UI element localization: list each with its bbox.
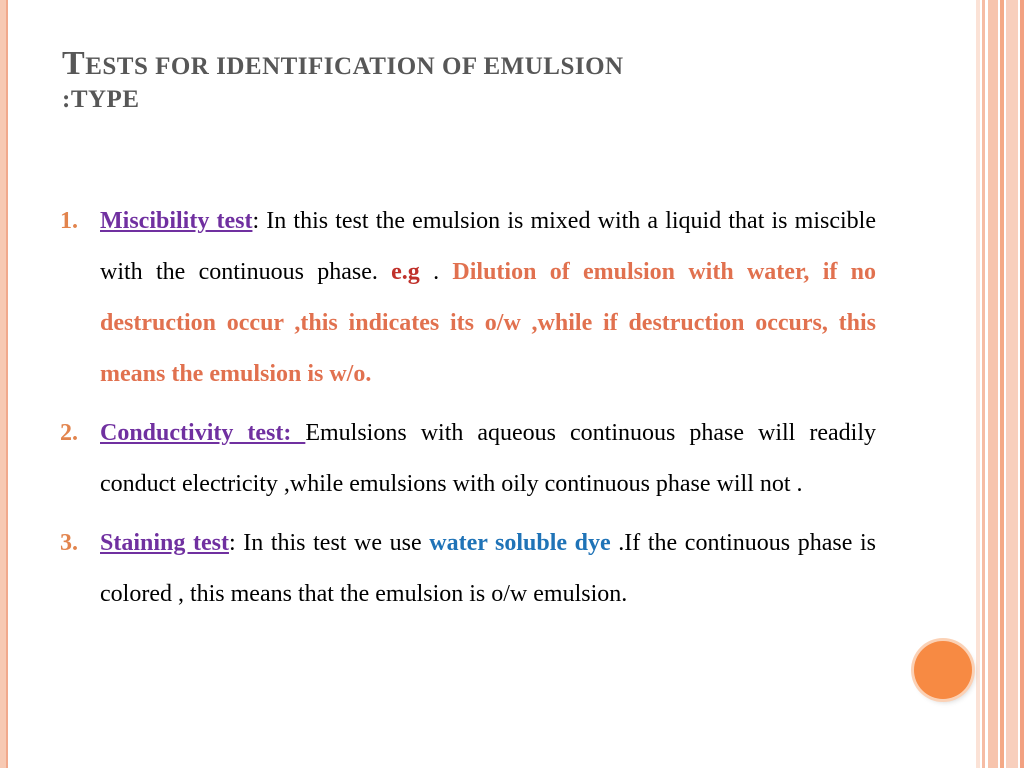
highlight-dilution: Dilution of emulsion with water, if no destruction occur ,this indicates its o/w ,while if destruction occurs, this means the emulsion is w/o. xyxy=(100,259,876,387)
term-miscibility-test: Miscibility test xyxy=(100,208,253,234)
item-body: Emulsions with aqueous continuous phase will readily conduct electricity ,while emulsions with oily continuous phase will not . xyxy=(100,420,876,497)
item-text xyxy=(100,196,876,400)
stripe xyxy=(988,0,998,768)
term-staining-test: Staining test xyxy=(100,530,229,556)
item-text xyxy=(100,518,876,620)
title-line-1-text: ESTS FOR IDENTIFICATION OF EMULSION xyxy=(85,53,624,80)
term-conductivity-test: Conductivity test: xyxy=(100,420,306,446)
item-number: 2. xyxy=(60,420,78,446)
title-initial: T xyxy=(62,45,86,82)
slide-content xyxy=(60,196,876,628)
eg-label: e.g xyxy=(391,259,420,285)
stripe xyxy=(982,0,985,768)
item-number: 1. xyxy=(60,208,78,234)
item-body-end: .If the continuous phase is colored , this means that the emulsion is o/w emulsion. xyxy=(100,530,877,607)
item-number: 3. xyxy=(60,530,78,556)
highlight-water-soluble-dye: water soluble dye xyxy=(429,530,611,556)
slide-title xyxy=(62,44,822,115)
item-body: : In this test we use xyxy=(228,530,430,556)
right-decorative-stripes xyxy=(976,0,1024,768)
title-line-1 xyxy=(62,44,822,85)
decorative-circle xyxy=(914,641,972,699)
item-text xyxy=(100,408,876,510)
stripe xyxy=(976,0,980,768)
title-line-2: :TYPE xyxy=(62,85,140,113)
separator: . xyxy=(419,259,453,285)
stripe xyxy=(1020,0,1024,768)
left-decorative-bar xyxy=(0,0,8,768)
stripe xyxy=(1006,0,1018,768)
item-body: : In this test the emulsion is mixed with a liquid that is miscible with the continuous phase. xyxy=(100,208,876,285)
stripe xyxy=(1000,0,1004,768)
list-item-conductivity xyxy=(60,408,876,510)
list-item-staining xyxy=(60,518,876,620)
list-item-miscibility xyxy=(60,196,876,400)
